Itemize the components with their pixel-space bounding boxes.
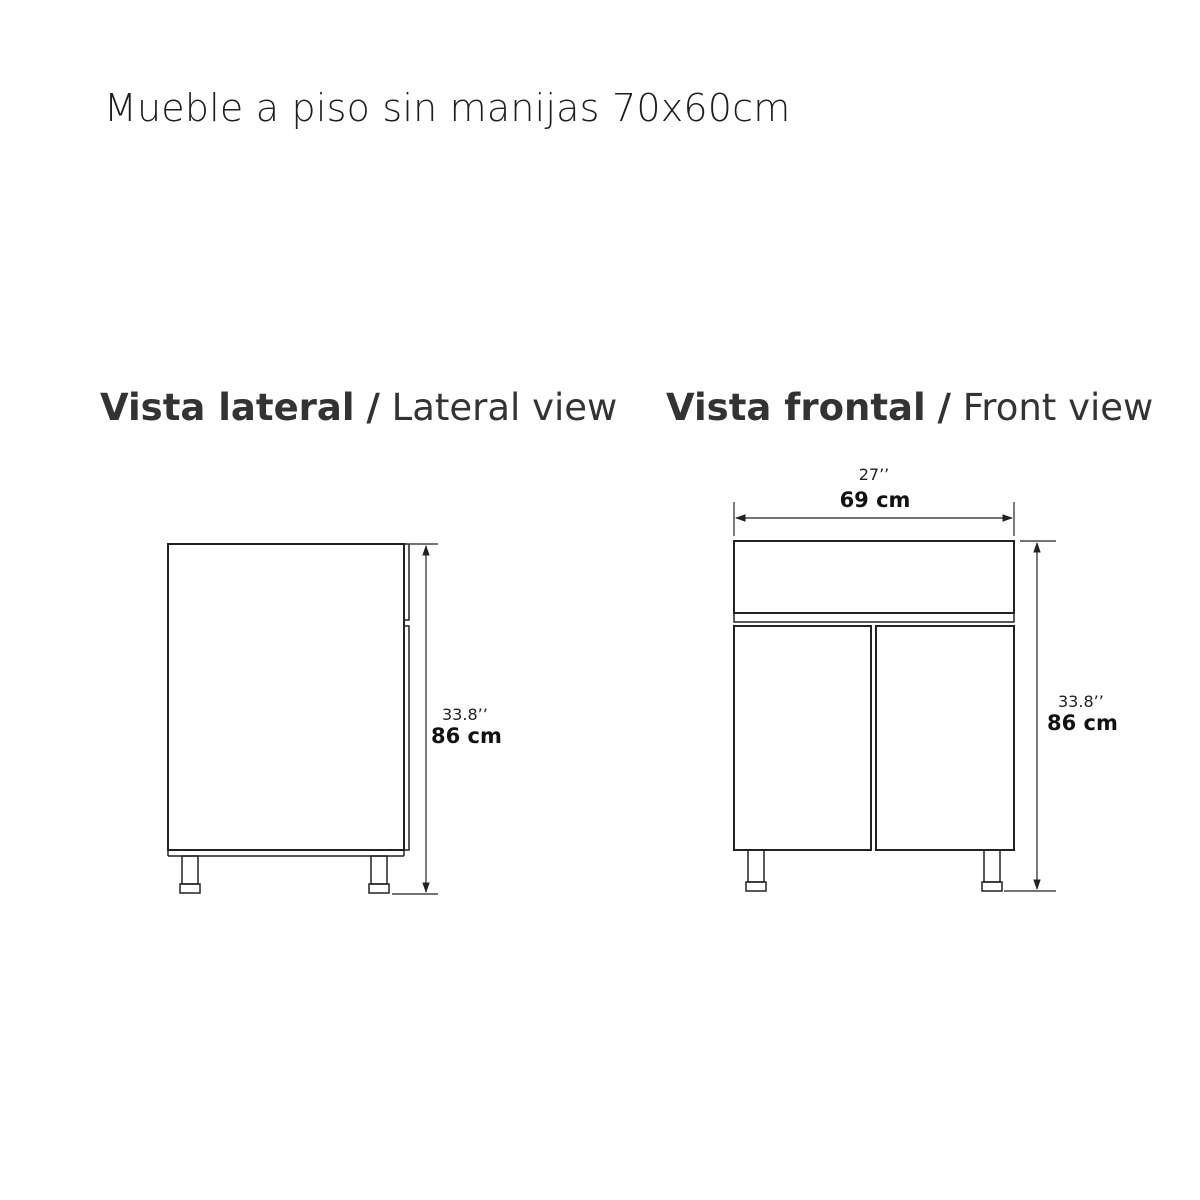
lateral-view-label-es: Vista lateral [100,386,355,429]
lateral-height-dimension [392,544,438,894]
lateral-cabinet [168,544,409,893]
front-width-inches: 27’’ [858,465,890,484]
front-door-right [876,626,1014,850]
front-height-cm: 86 cm [1047,711,1118,735]
front-view-label-es: Vista frontal [666,386,926,429]
front-height-inches: 33.8’’ [1058,692,1104,711]
lateral-height-cm: 86 cm [431,724,502,748]
front-width-cm: 69 cm [839,488,911,512]
lateral-view-label-en: Lateral view [391,386,618,429]
front-leg-right [982,850,1002,891]
lateral-height-inches: 33.8’’ [442,705,488,724]
lateral-leg-right [369,856,389,893]
front-cabinet-rail [734,613,1014,622]
front-view-separator: / [937,386,951,429]
front-cabinet [734,541,1014,891]
front-cabinet-top-drawer [734,541,1014,613]
front-door-left [734,626,871,850]
lateral-leg-left [180,856,200,893]
page-title: Mueble a piso sin manijas 70x60cm [104,86,791,130]
front-leg-left [746,850,766,891]
lateral-cabinet-body [168,544,404,850]
front-view-label-en: Front view [962,386,1154,429]
lateral-view-separator: / [366,386,380,429]
